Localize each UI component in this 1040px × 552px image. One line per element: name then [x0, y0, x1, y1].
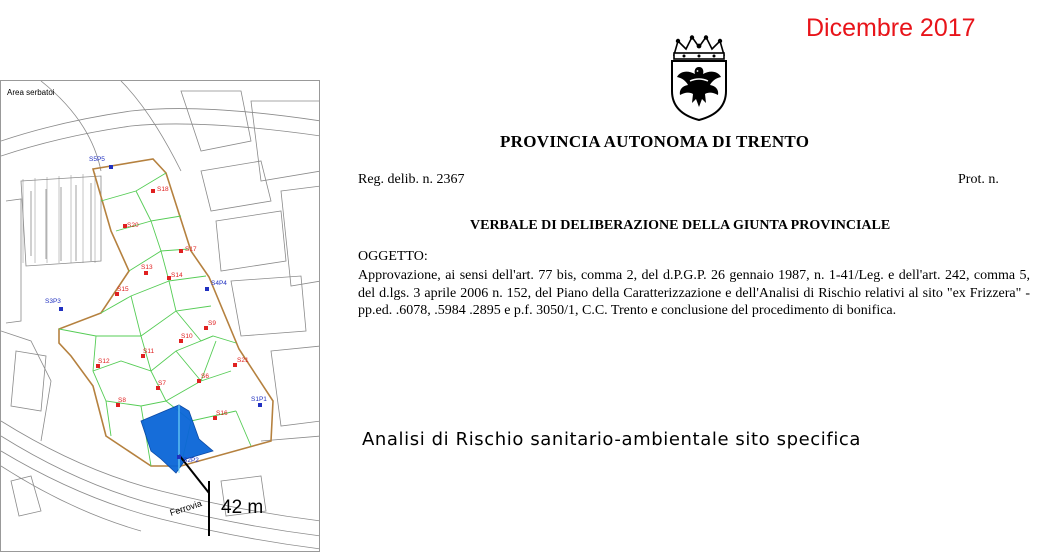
sample-label: S6 — [201, 373, 209, 380]
well-label: S5P5 — [89, 156, 105, 163]
oggetto-text: Approvazione, ai sensi dell'art. 77 bis, comma 2, del d.P.G.P. 26 gennaio 1987, n. 1-41/Leg. e dell'art. 242, comma 5, del d.lgs. 3 aprile 2006 n. 152, del Piano della Caratterizzazione e dell'Analisi di Rischio relativi al sito "ex Frizzera" - pp.ed. .6078, .5984 .2895 e p.f. 3050/1, C.C. Trento e conclusione del procedimento di bonifica. — [358, 268, 1030, 318]
map-distance-label: 42 m — [221, 497, 264, 518]
prot-number: Prot. n. — [958, 172, 999, 187]
sample-label: S9 — [208, 320, 216, 327]
site-map — [0, 80, 320, 552]
trento-crest-icon — [668, 35, 730, 121]
well-label: S1P1 — [251, 396, 267, 403]
site-map-drawing — [1, 81, 320, 552]
sample-label: S7 — [158, 380, 166, 387]
sample-label: S12 — [98, 358, 110, 365]
institution-name: PROVINCIA AUTONOMA DI TRENTO — [500, 132, 810, 151]
sample-label: S16 — [216, 410, 228, 417]
map-area-label: Area serbatoi — [7, 88, 55, 97]
well-label: S2P2 — [183, 457, 199, 464]
oggetto-label: OGGETTO: — [358, 249, 428, 264]
sample-label: S14 — [171, 272, 183, 279]
sample-label: S8 — [118, 397, 126, 404]
sample-label: S13 — [141, 264, 153, 271]
reg-delib-number: Reg. delib. n. 2367 — [358, 172, 465, 187]
sample-label: S15 — [117, 286, 129, 293]
sample-label: S18 — [157, 186, 169, 193]
map-railway-label: Ferrovia — [168, 498, 204, 518]
risk-analysis-caption: Analisi di Rischio sanitario-ambientale sito specifica — [362, 429, 862, 450]
sample-label: S21 — [237, 357, 249, 364]
contamination-hotspot — [141, 405, 213, 473]
well-label: S3P3 — [45, 298, 61, 305]
sample-label: S20 — [127, 222, 139, 229]
map-hatched-area — [23, 173, 95, 263]
map-background-linework — [1, 81, 320, 549]
verbale-title: VERBALE DI DELIBERAZIONE DELLA GIUNTA PROVINCIALE — [470, 218, 891, 233]
sample-label: S10 — [181, 333, 193, 340]
sample-label: S17 — [185, 246, 197, 253]
sample-label: S11 — [143, 348, 155, 355]
document-date: Dicembre 2017 — [806, 14, 976, 42]
sample-markers — [96, 189, 237, 420]
well-label: S4P4 — [211, 280, 227, 287]
